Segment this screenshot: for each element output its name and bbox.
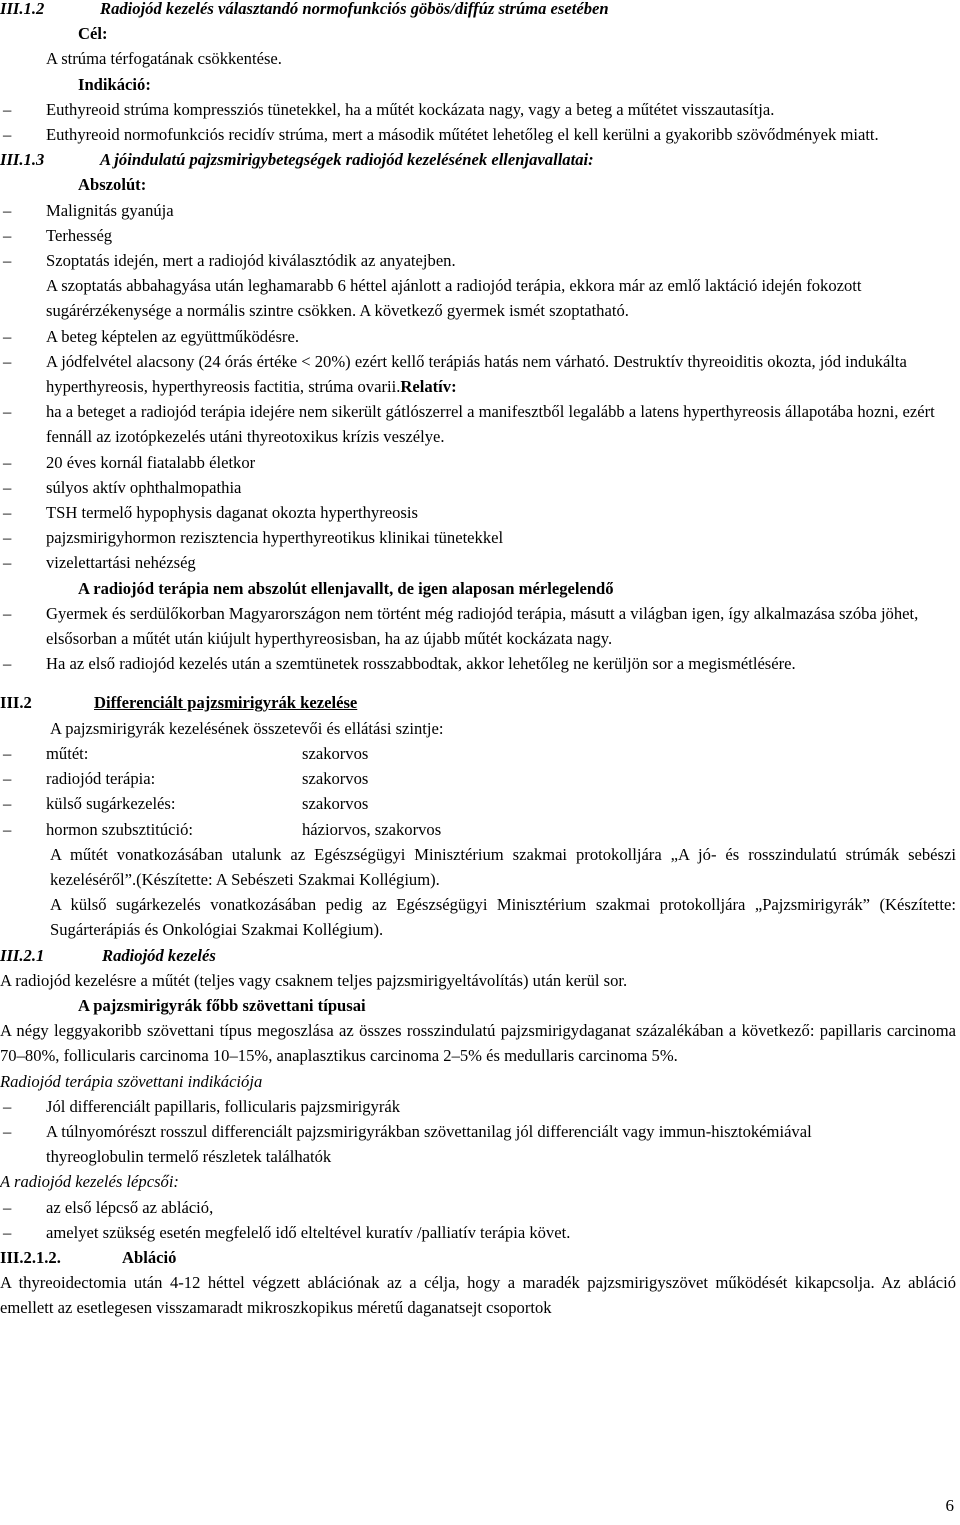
care-level-row: – külső sugárkezelés: szakorvos [0,791,958,816]
absolute-label: Abszolút: [78,175,147,195]
list-item: – amelyet szükség esetén megfelelő idő elteltével kuratív /palliatív terápia követ. [0,1220,958,1245]
radioiodine-intro: A radiojód kezelésre a műtét (teljes vagy csaknem teljes pajzsmirigyeltávolítás) után kerül sor. [0,970,628,990]
section-title: Radiojód kezelés [102,945,216,965]
section-number: III.1.2 [0,0,45,18]
breastfeeding-note: A szoptatás abbahagyása után leghamarabb 6 héttel ajánlott a radiojód terápia, ekkora már az emlő laktáció idején fokozott sugárérzékenysége a normális szintre csökken. A következő gyermek ismét szoptatható. [46,276,862,321]
list-item: – Jól differenciált papillaris, follicularis pajzsmirigyrák [0,1094,958,1119]
dash-bullet: – [3,452,12,472]
dash-bullet: – [3,477,12,497]
dash-bullet: – [3,402,12,422]
indication-label: Indikáció: [78,74,151,94]
dash-bullet: – [3,225,12,245]
care-level-row: – műtét: szakorvos [0,741,958,766]
list-item: – Malignitás gyanúja [0,198,958,223]
surgery-protocol-paragraph: A műtét vonatkozásában utalunk az Egészségügyi Minisztérium szakmai protokolljára „A jó- és rosszindulatú strúmák sebészi kezeléséről”.(Készítette: A Sebészeti Szakmai Kollégium). [50,844,956,889]
dash-bullet: – [3,200,12,220]
list-item: – TSH termelő hypophysis daganat okozta hyperthyreosis [0,500,958,525]
list-item: – A beteg képtelen az együttműködésre. [0,324,958,349]
goal-label: Cél: [78,24,108,44]
dash-bullet: – [3,1121,12,1141]
section-number: III.2 [0,693,32,713]
ablation-paragraph: A thyreoidectomia után 4-12 héttel végzett ablációnak az a célja, hogy a maradék pajzsmirigyszövet működését kikapcsolja. Az abláció emellett az esetlegesen visszamaradt mikroszkopikus méretű daganatsejt csoportok [0,1273,956,1318]
section-title: A jóindulatú pajzsmirigybetegségek radiojód kezelésének ellenjavallatai: [100,150,594,170]
list-item: – Ha az első radiojód kezelés után a szemtünetek rosszabbodtak, akkor lehetőleg ne kerüljön sor a megismétlésére. [0,651,958,676]
care-levels-intro: A pajzsmirigyrák kezelésének összetevői és ellátási szintje: [50,718,444,738]
section-title: Differenciált pajzsmirigyrák kezelése [94,693,358,713]
dash-bullet: – [3,1197,12,1217]
list-item: – ha a beteget a radiojód terápia idejére nem sikerült gátlószerrel a manifesztből legalább a latens hyperthyreosis állapotába hozni, ezért fennáll az izotópkezelés utáni thyreotoxikus krízis veszélye. [0,399,958,449]
care-level-row: – hormon szubsztitúció: háziorvos, szakorvos [0,817,958,842]
dash-bullet: – [3,351,12,371]
list-item: – Gyermek és serdülőkorban Magyarországon nem történt még radiojód terápia, másutt a világban igen, így alkalmazása szóba jöhet, elsősorban a műtét után kiújult hyperthyreosisban, ha az újabb műtét kockázata nagy. [0,601,958,651]
dash-bullet: – [3,654,12,674]
section-number: III.2.1 [0,945,45,965]
dash-bullet: – [3,1096,12,1116]
list-item: – A túlnyomórészt rosszul differenciált pajzsmirigyrákban szövettanilag jól differenciált vagy immun-hisztokémiával thyreoglobulin termelő részletek találhatók [0,1119,958,1169]
dash-bullet: – [3,1222,12,1242]
dash-bullet: – [3,553,12,573]
dash-bullet: – [3,125,12,145]
list-item: – A jódfelvétel alacsony (24 órás értéke < 20%) ezért kellő terápiás hatás nem várható. Destruktív thyreoiditis okozta, jód indukálta hyperthyreosis, hyperthyreosis factitia, strúma ovarii.Relatív: [0,349,958,399]
dash-bullet: – [3,251,12,271]
care-level-row: – radiojód terápia: szakorvos [0,766,958,791]
section-title: Abláció [122,1247,177,1267]
histology-heading: A pajzsmirigyrák főbb szövettani típusai [78,995,366,1015]
dash-bullet: – [3,528,12,548]
section-heading-iii-1-3 [0,147,958,172]
section-number: III.1.3 [0,150,45,170]
list-item: – Euthyreoid normofunkciós recidív strúma, mert a második műtétet lehetőleg el kell kerülni a gyakoribb szövődmények miatt. [0,122,958,147]
section-number: III.2.1.2. [0,1247,61,1267]
radiotherapy-protocol-paragraph: A külső sugárkezelés vonatkozásában pedig az Egészségügyi Minisztérium szakmai protokolljára „Pajzsmirigyrák” (Készítette: Sugárterápiás és Onkológiai Szakmai Kollégium). [50,895,956,940]
goal-text: A strúma térfogatának csökkentése. [46,49,282,69]
treatment-steps-heading: A radiojód kezelés lépcsői: [0,1172,179,1192]
list-item: – Euthyreoid strúma kompressziós tünetekkel, ha a műtét kockázata nagy, vagy a beteg a műtétet visszautasítja. [0,97,958,122]
dash-bullet: – [3,819,12,839]
section-heading-iii-2-1 [0,943,958,968]
list-item: – az első lépcső az abláció, [0,1195,958,1220]
dash-bullet: – [3,503,12,523]
dash-bullet: – [3,794,12,814]
dash-bullet: – [3,603,12,623]
section-heading-iii-2 [0,690,958,715]
not-absolute-heading: A radiojód terápia nem abszolút ellenjavallt, de igen alaposan mérlegelendő [78,578,614,598]
section-heading-iii-2-1-2 [0,1245,958,1270]
relative-label: Relatív: [400,377,457,397]
histology-indication-heading: Radiojód terápia szövettani indikációja [0,1071,263,1091]
histology-paragraph: A négy leggyakoribb szövettani típus megoszlása az összes rosszindulatú pajzsmirigydaganat százalékában a következő: papillaris carcinoma 70–80%, follicularis carcinoma 10–15%, anaplasztikus carcinoma 2–5% és medullaris carcinoma 5%. [0,1021,956,1066]
list-item: – súlyos aktív ophthalmopathia [0,475,958,500]
list-item: – pajzsmirigyhormon rezisztencia hyperthyreotikus klinikai tünetekkel [0,525,958,550]
list-item: – Szoptatás idején, mert a radiojód kiválasztódik az anyatejben. [0,248,958,273]
section-heading-iii-1-2 [0,0,958,21]
dash-bullet: – [3,769,12,789]
list-item: – vizelettartási nehézség [0,550,958,575]
dash-bullet: – [3,326,12,346]
list-item: – Terhesség [0,223,958,248]
list-item: – 20 éves kornál fiatalabb életkor [0,450,958,475]
page-number: 6 [945,1496,954,1515]
dash-bullet: – [3,743,12,763]
dash-bullet: – [3,99,12,119]
section-title: Radiojód kezelés választandó normofunkciós göbös/diffúz strúma esetében [100,0,609,18]
